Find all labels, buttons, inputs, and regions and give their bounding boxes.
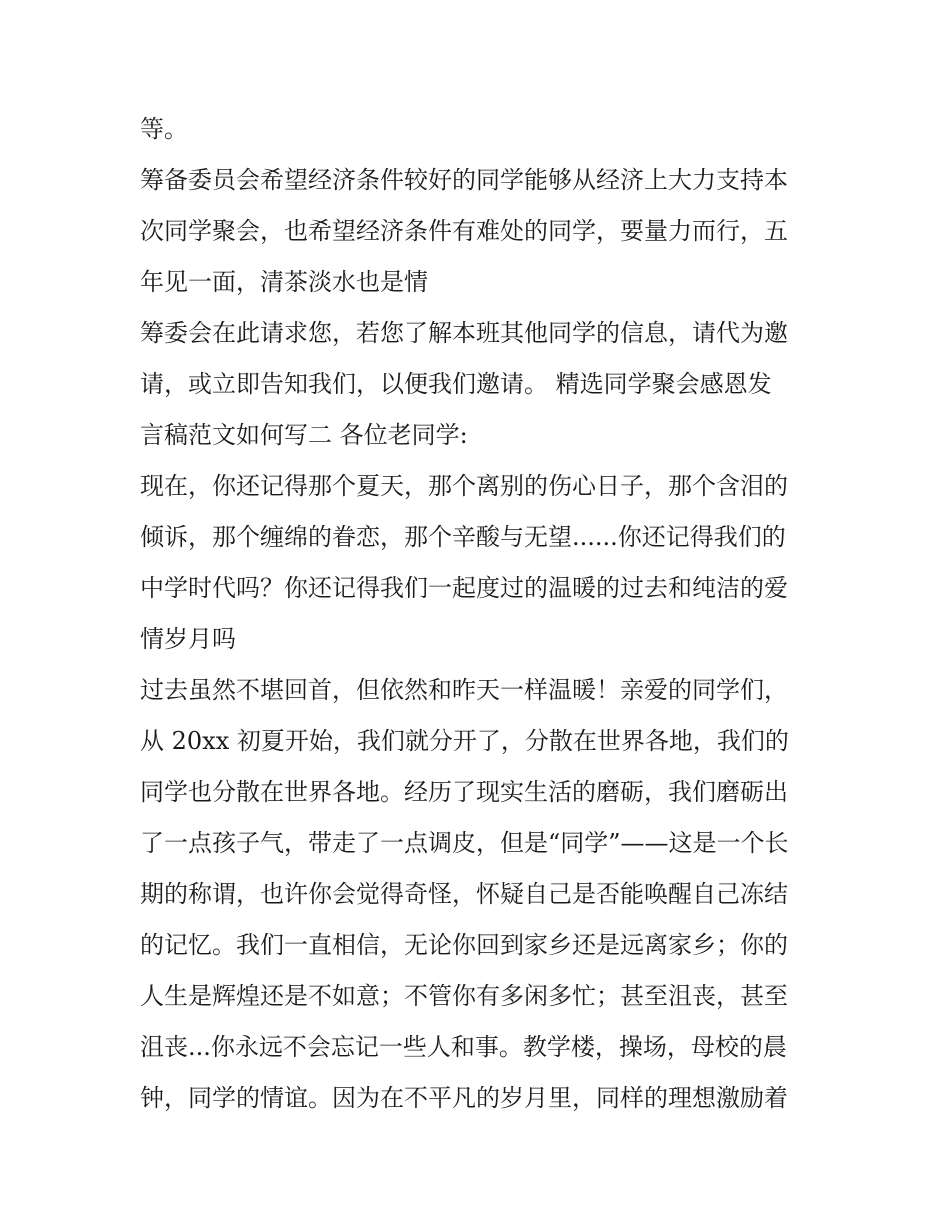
text-line: 同学也分散在世界各地。经历了现实生活的磨砺，我们磨砺出: [140, 778, 788, 806]
text-line: 的记忆。我们一直相信，无论你回到家乡还是远离家乡；你的: [140, 931, 788, 959]
text-line: 钟，同学的情谊。因为在不平凡的岁月里，同样的理想激励着: [140, 1084, 788, 1112]
text-line: 请，或立即告知我们，以便我们邀请。 精选同学聚会感恩发: [140, 370, 772, 398]
text-line: 沮丧...你永远不会忘记一些人和事。教学楼，操场，母校的晨: [140, 1033, 787, 1061]
text-line: 言稿范文如何写二 各位老同学:: [140, 421, 468, 449]
text-line: 人生是辉煌还是不如意；不管你有多闲多忙；甚至沮丧，甚至: [140, 982, 788, 1010]
text-line: 过去虽然不堪回首，但依然和昨天一样温暖！亲爱的同学们，: [140, 676, 788, 704]
text-line: 倾诉，那个缠绵的眷恋，那个辛酸与无望......你还记得我们的: [140, 523, 786, 551]
text-line: 了一点孩子气，带走了一点调皮，但是“同学”——这是一个长: [140, 829, 789, 857]
text-line: 次同学聚会，也希望经济条件有难处的同学，要量力而行，五: [140, 217, 788, 245]
text-line: 等。: [140, 115, 188, 143]
text-line: 中学时代吗？你还记得我们一起度过的温暖的过去和纯洁的爱: [140, 574, 788, 602]
text-line: 年见一面，清茶淡水也是情: [140, 268, 428, 296]
text-line: 期的称谓，也许你会觉得奇怪，怀疑自己是否能唤醒自己冻结: [140, 880, 788, 908]
text-line: 筹委会在此请求您，若您了解本班其他同学的信息，请代为邀: [140, 319, 788, 347]
document-body: [140, 104, 820, 1124]
text-line: 现在，你还记得那个夏天，那个离别的伤心日子，那个含泪的: [140, 472, 788, 500]
text-line: 情岁月吗: [140, 625, 236, 653]
text-line: 从 20xx 初夏开始，我们就分开了，分散在世界各地，我们的: [140, 727, 789, 755]
text-line: 筹备委员会希望经济条件较好的同学能够从经济上大力支持本: [140, 166, 788, 194]
